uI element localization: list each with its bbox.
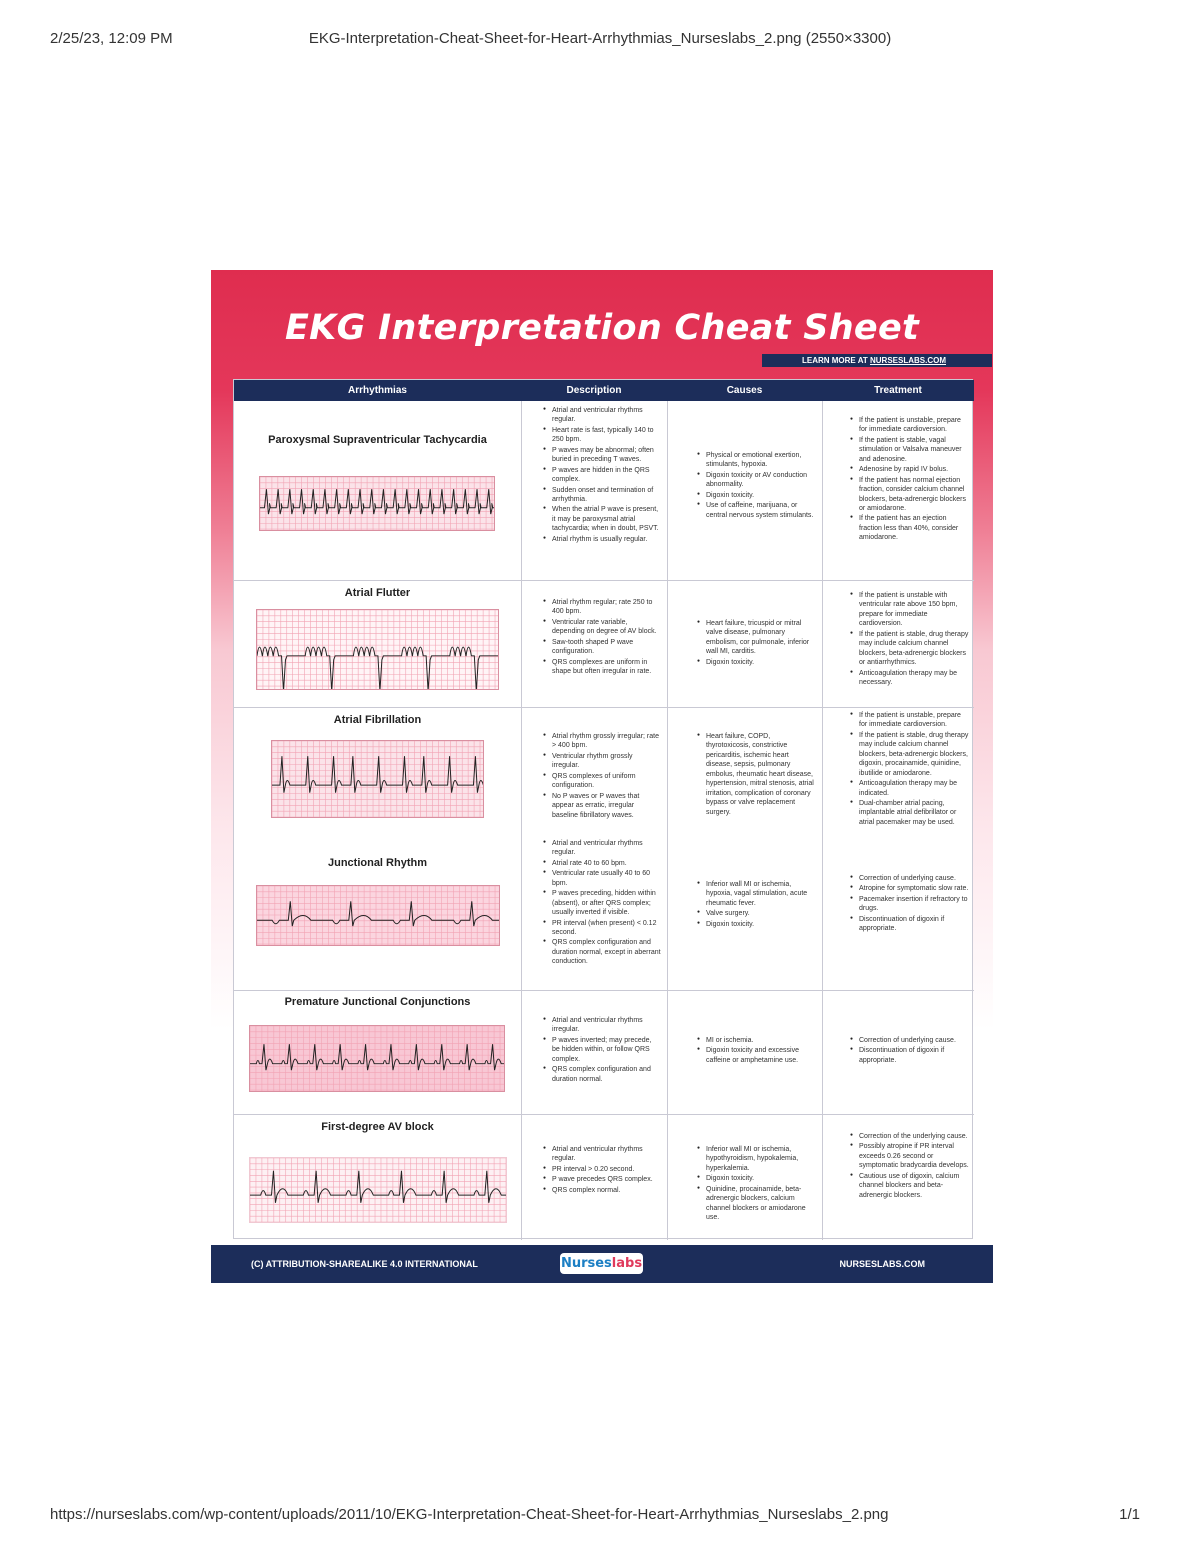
table-header <box>234 380 974 401</box>
causes-cell <box>697 880 815 930</box>
treatment-item: ● Possibly atropine if PR interval exceeds 0.26 second or symptomatic bradycardia develops. <box>850 1142 970 1170</box>
causes-cell <box>697 619 815 668</box>
description-item: ● QRS complexes are uniform in shape but often irregular in rate. <box>543 658 661 677</box>
treatment-item: ● If the patient has normal ejection fraction, consider calcium channel blockers, beta-adrenergic blockers or amiodarone. <box>850 476 970 514</box>
description-cell <box>543 598 661 678</box>
treatment-item: ● If the patient is stable, drug therapy may include calcium channel blockers, beta-adrenergic blockers or antiarrhythmics. <box>850 630 970 668</box>
arrhythmia-name: Atrial Flutter <box>344 587 411 599</box>
causes-cell <box>697 451 815 521</box>
description-cell <box>543 1145 661 1196</box>
causes-item: ● Valve surgery. <box>697 909 815 918</box>
description-item: ● P waves preceding, hidden within (absent), or after QRS complex; usually inverted if visible. <box>543 889 661 917</box>
description-item: ● Ventricular rate usually 40 to 60 bpm. <box>543 869 661 888</box>
causes-item: ● Physical or emotional exertion, stimulants, hypoxia. <box>697 451 815 470</box>
treatment-item: ● Atropine for symptomatic slow rate. <box>850 884 970 893</box>
causes-item: ● Quinidine, procainamide, beta-adrenergic blockers, calcium channel blockers or amiodarone use. <box>697 1185 815 1223</box>
ekg-strip <box>271 740 484 818</box>
logo-text-b: labs <box>611 1256 643 1271</box>
description-item: ● Atrial and ventricular rhythms regular. <box>543 1145 661 1164</box>
treatment-item: ● Discontinuation of digoxin if appropriate. <box>850 1046 970 1065</box>
treatment-item: ● Anticoagulation therapy may be necessary. <box>850 669 970 688</box>
table-row-junctional-rhythm <box>234 834 974 990</box>
description-cell <box>543 1016 661 1085</box>
causes-item: ● Inferior wall MI or ischemia, hypoxia, vagal stimulation, acute rheumatic fever. <box>697 880 815 908</box>
ekg-strip-graphic <box>257 610 498 689</box>
treatment-cell <box>850 711 970 828</box>
ekg-strip <box>256 609 499 690</box>
treatment-cell <box>850 591 970 688</box>
ekg-strip-graphic <box>272 741 483 817</box>
treatment-item: ● Discontinuation of digoxin if appropriate. <box>850 915 970 934</box>
description-item: ● QRS complex configuration and duration normal. <box>543 1065 661 1084</box>
treatment-item: ● Correction of underlying cause. <box>850 874 970 883</box>
treatment-item: ● If the patient is unstable with ventricular rate above 150 bpm, prepare for immediate cardioversion. <box>850 591 970 629</box>
treatment-item: ● Correction of underlying cause. <box>850 1036 970 1045</box>
cheat-sheet-image <box>211 270 993 1283</box>
learn-more-site: NURSESLABS.COM <box>869 356 946 365</box>
description-item: ● Atrial rate 40 to 60 bpm. <box>543 859 661 868</box>
description-item: ● PR interval (when present) < 0.12 second. <box>543 919 661 938</box>
header-causes: Causes <box>726 385 763 396</box>
print-date: 2/25/23, 12:09 PM <box>50 30 173 47</box>
ekg-strip-graphic <box>250 1026 504 1091</box>
print-title: EKG-Interpretation-Cheat-Sheet-for-Heart-Arrhythmias_Nurseslabs_2.png (2550×3300) <box>308 30 892 47</box>
arrhythmia-table <box>233 379 973 1239</box>
treatment-item: ● If the patient is unstable, prepare for immediate cardioversion. <box>850 416 970 435</box>
print-footer <box>0 1506 1200 1526</box>
print-url: https://nurseslabs.com/wp-content/uploads/2011/10/EKG-Interpretation-Cheat-Sheet-for-Heart-Arrhythmias_Nurseslabs_2.png <box>50 1506 889 1523</box>
treatment-item: ● Adenosine by rapid IV bolus. <box>850 465 970 474</box>
ekg-grid-background <box>250 1158 506 1222</box>
treatment-item: ● If the patient is stable, drug therapy may include calcium channel blockers, beta-adrenergic blockers, digoxin, procainamide, quinidine, ibutilide or amiodarone. <box>850 731 970 778</box>
treatment-item: ● If the patient is stable, vagal stimulation or Valsalva maneuver and adenosine. <box>850 436 970 464</box>
arrhythmia-name: Atrial Fibrillation <box>333 714 422 726</box>
treatment-cell <box>850 1036 970 1066</box>
arrhythmia-name: Paroxysmal Supraventricular Tachycardia <box>268 434 487 446</box>
description-item: ● P waves may be abnormal; often buried in preceding T waves. <box>543 446 661 465</box>
treatment-item: ● Cautious use of digoxin, calcium channel blockers and beta-adrenergic blockers. <box>850 1172 970 1200</box>
arrhythmia-name: First-degree AV block <box>321 1121 434 1133</box>
causes-item: ● Inferior wall MI or ischemia, hypothyroidism, hypokalemia, hyperkalemia. <box>697 1145 815 1173</box>
description-item: ● Atrial and ventricular rhythms regular. <box>543 406 661 425</box>
ekg-strip <box>249 1025 505 1092</box>
causes-item: ● Heart failure, COPD, thyrotoxicosis, constrictive pericarditis, ischemic heart disease, sepsis, pulmonary embolus, rheumatic heart disease, hypertension, mitral stenosis, atrial irritation, complication of coronary bypass or valve replacement surgery. <box>697 732 815 817</box>
treatment-item: ● If the patient is unstable, prepare for immediate cardioversion. <box>850 711 970 730</box>
causes-item: ● Digoxin toxicity or AV conduction abnormality. <box>697 471 815 490</box>
causes-item: ● Digoxin toxicity. <box>697 920 815 929</box>
treatment-item: ● Correction of the underlying cause. <box>850 1132 970 1141</box>
causes-item: ● Heart failure, tricuspid or mitral valve disease, pulmonary embolism, cor pulmonale, inferior wall MI, carditis. <box>697 619 815 657</box>
description-item: ● Saw-tooth shaped P wave configuration. <box>543 638 661 657</box>
table-row-first-degree-av-block <box>234 1115 974 1239</box>
arrhythmia-name: Junctional Rhythm <box>327 857 427 869</box>
table-row-atrial-flutter <box>234 581 974 707</box>
nurseslabs-logo <box>560 1253 643 1274</box>
logo-text-a: Nurses <box>560 1256 612 1271</box>
description-item: ● Ventricular rhythm grossly irregular. <box>543 752 661 771</box>
causes-item: ● Digoxin toxicity. <box>697 1174 815 1183</box>
arrhythmia-name: Premature Junctional Conjunctions <box>284 996 471 1008</box>
header-arrhythmias: Arrhythmias <box>348 385 407 396</box>
causes-item: ● Digoxin toxicity and excessive caffeine or amphetamine use. <box>697 1046 815 1065</box>
description-item: ● P wave precedes QRS complex. <box>543 1175 661 1184</box>
description-cell <box>543 839 661 968</box>
print-header <box>0 30 1200 50</box>
ekg-strip-graphic <box>250 1158 506 1222</box>
table-row-premature-junctional <box>234 991 974 1114</box>
header-description: Description <box>566 385 622 396</box>
description-item: ● Atrial and ventricular rhythms irregular. <box>543 1016 661 1035</box>
header-treatment: Treatment <box>874 385 922 396</box>
description-item: ● Atrial and ventricular rhythms regular. <box>543 839 661 858</box>
description-item: ● P waves inverted; may precede, be hidden within, or follow QRS complex. <box>543 1036 661 1064</box>
learn-more-bar <box>762 354 992 367</box>
description-item: ● P waves are hidden in the QRS complex. <box>543 466 661 485</box>
print-page-number: 1/1 <box>1119 1506 1140 1523</box>
table-row-atrial-fibrillation <box>234 708 974 828</box>
treatment-item: ● Pacemaker insertion if refractory to drugs. <box>850 895 970 914</box>
description-cell <box>543 406 661 545</box>
treatment-item: ● If the patient has an ejection fraction less than 40%, consider amiodarone. <box>850 514 970 542</box>
treatment-item: ● Dual-chamber atrial pacing, implantable atrial defibrillator or atrial pacemaker may be used. <box>850 799 970 827</box>
learn-more-label: LEARN MORE AT <box>801 356 870 365</box>
treatment-item: ● Anticoagulation therapy may be indicated. <box>850 779 970 798</box>
description-item: ● QRS complex configuration and duration normal, except in aberrant conduction. <box>543 938 661 966</box>
causes-cell <box>697 732 815 818</box>
description-item: ● QRS complexes of uniform configuration. <box>543 772 661 791</box>
treatment-cell <box>850 874 970 935</box>
causes-item: ● Use of caffeine, marijuana, or central nervous system stimulants. <box>697 501 815 520</box>
description-item: ● PR interval > 0.20 second. <box>543 1165 661 1174</box>
sheet-footer <box>211 1245 993 1283</box>
license-text: (C) ATTRIBUTION-SHAREALIKE 4.0 INTERNATIONAL <box>251 1259 478 1269</box>
treatment-cell <box>850 416 970 544</box>
description-item: ● Atrial rhythm is usually regular. <box>543 535 661 544</box>
description-cell <box>543 732 661 821</box>
causes-item: ● Digoxin toxicity. <box>697 658 815 667</box>
description-item: ● Sudden onset and termination of arrhythmia. <box>543 486 661 505</box>
ekg-strip-graphic <box>257 886 499 945</box>
treatment-cell <box>850 1132 970 1201</box>
description-item: ● When the atrial P wave is present, it may be paroxysmal atrial tachycardia; when in doubt, PSVT. <box>543 505 661 533</box>
ekg-grid-background <box>260 477 494 530</box>
ekg-strip-graphic <box>260 477 494 530</box>
description-item: ● Ventricular rate variable, depending on degree of AV block. <box>543 618 661 637</box>
footer-site: NURSESLABS.COM <box>839 1259 925 1269</box>
ekg-strip <box>256 885 500 946</box>
causes-item: ● MI or ischemia. <box>697 1036 815 1045</box>
description-item: ● Heart rate is fast, typically 140 to 250 bpm. <box>543 426 661 445</box>
description-item: ● No P waves or P waves that appear as erratic, irregular baseline fibrillatory waves. <box>543 792 661 820</box>
description-item: ● Atrial rhythm regular; rate 250 to 400 bpm. <box>543 598 661 617</box>
causes-item: ● Digoxin toxicity. <box>697 491 815 500</box>
ekg-strip <box>249 1157 507 1223</box>
causes-cell <box>697 1145 815 1224</box>
table-row-psvt <box>234 401 974 580</box>
description-item: ● QRS complex normal. <box>543 1186 661 1195</box>
sheet-title: EKG Interpretation Cheat Sheet <box>284 308 920 348</box>
ekg-strip <box>259 476 495 531</box>
description-item: ● Atrial rhythm grossly irregular; rate > 400 bpm. <box>543 732 661 751</box>
ekg-grid-background <box>257 886 499 945</box>
causes-cell <box>697 1036 815 1066</box>
